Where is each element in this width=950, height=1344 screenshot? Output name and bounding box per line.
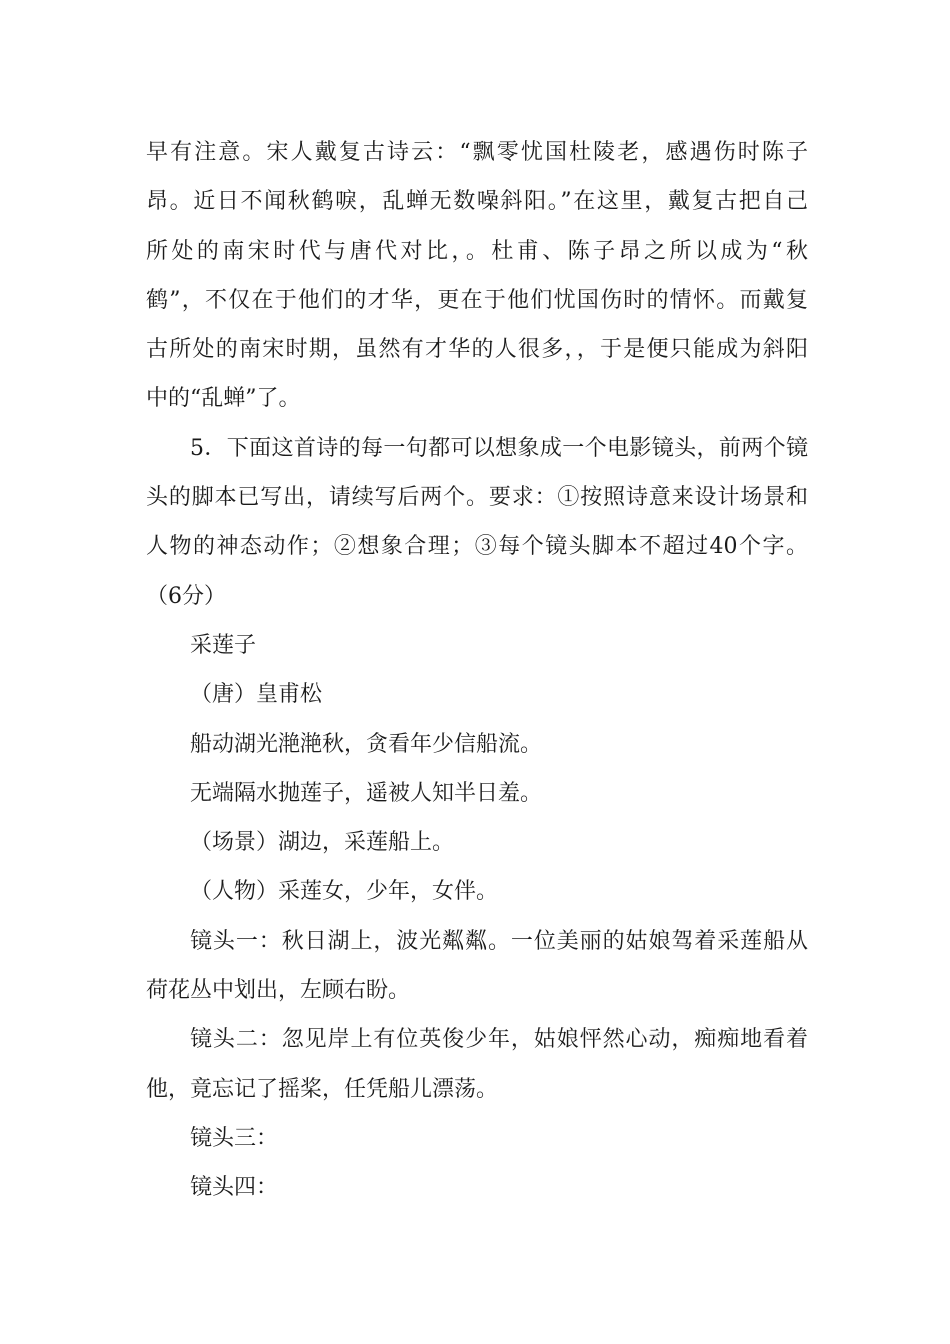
question-text-line: 人物的神态动作；②想象合理；③每个镜头脚本不超过40个字。: [146, 534, 808, 560]
text-line: 古所处的南宋时期，虽然有才华的人很多，，于是便只能成为斜阳: [146, 337, 808, 363]
text-line: 昂。近日不闻秋鹤唳，乱蝉无数噪斜阳。”在这里，戴复古把自己: [146, 189, 808, 215]
text-line: 鹤”，不仅在于他们的才华，更在于他们忧国伤时的情怀。而戴复: [146, 287, 808, 313]
shot-1-line: 荷花丛中划出，左顾右盼。: [146, 978, 411, 1004]
shot-4-label: 镜头四：: [190, 1175, 279, 1201]
question-text-line: 5．下面这首诗的每一句都可以想象成一个电影镜头，前两个镜: [190, 435, 808, 461]
poem-author: （唐）皇甫松: [190, 682, 323, 708]
question-text-line: 头的脚本已写出，请续写后两个。要求：①按照诗意来设计场景和: [146, 485, 808, 511]
shot-2-line: 镜头二：忽见岸上有位英俊少年，姑娘怦然心动，痴痴地看着: [190, 1027, 808, 1053]
question-score: （6分）: [146, 583, 226, 609]
shot-1-line: 镜头一：秋日湖上，波光粼粼。一位美丽的姑娘驾着采莲船从: [190, 928, 808, 954]
poem: [146, 621, 808, 818]
poem-title: 采莲子: [190, 632, 257, 658]
paragraph-analysis: [146, 128, 808, 424]
question-5: [146, 424, 808, 621]
poem-line: 无端隔水抛莲子，遥被人知半日羞。: [190, 780, 543, 806]
text-line: 中的“乱蝉”了。: [146, 386, 301, 412]
text-line: 所处的南宋时代与唐代对比，。杜甫、陈子昂之所以成为“秋: [146, 238, 808, 264]
film-script: [146, 818, 808, 1212]
document-body: [146, 128, 808, 1213]
script-scene: （场景）湖边，采莲船上。: [190, 830, 455, 856]
shot-2-line: 他，竟忘记了摇桨，任凭船儿漂荡。: [146, 1076, 499, 1102]
text-line: 早有注意。宋人戴复古诗云：“飘零忧国杜陵老，感遇伤时陈子: [146, 140, 808, 165]
poem-line: 船动湖光滟滟秋，贪看年少信船流。: [190, 731, 543, 757]
shot-3-label: 镜头三：: [190, 1125, 279, 1151]
script-characters: （人物）采莲女，少年，女伴。: [190, 879, 499, 905]
